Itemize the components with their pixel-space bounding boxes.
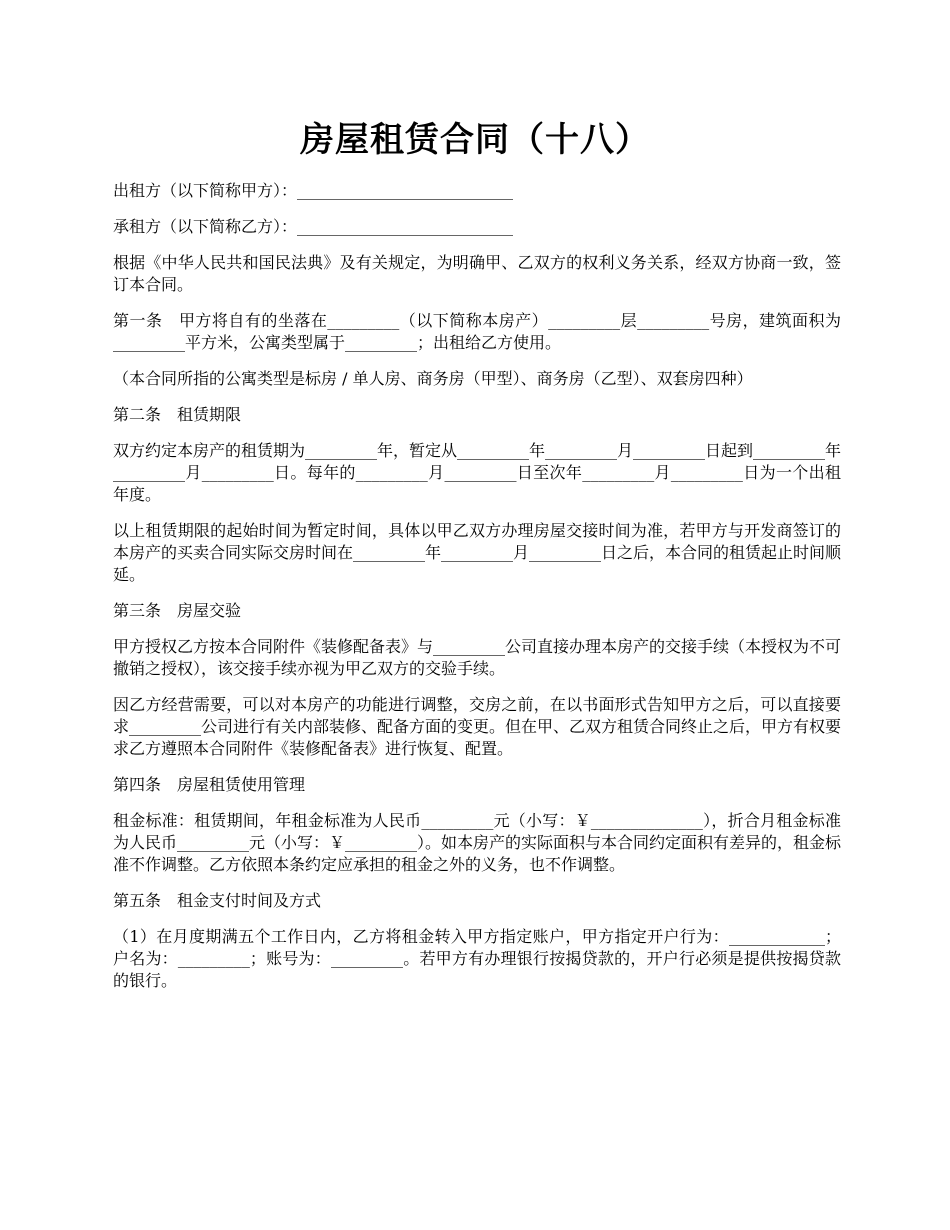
article-5-heading: 第五条 租金支付时间及方式 (113, 891, 322, 910)
lessor-line: 出租方（以下简称甲方）：___________________________ (113, 181, 514, 200)
lease-start-paragraph: 以上租赁期限的起始时间为暂定时间，具体以甲乙双方办理房屋交接时间为准，若甲方与开发商签订的本房产的买卖合同实际交房时间在_________年_________月_________日之后，本合同的租赁起止时间顺延。 (113, 521, 842, 584)
document-body (113, 180, 841, 1006)
handover-paragraph: 甲方授权乙方按本合同附件《装修配备表》与_________公司直接办理本房产的交接手续（本授权为不可撤销之授权），该交接手续亦视为甲乙双方的交验手续。 (113, 637, 842, 678)
preamble-paragraph: 根据《中华人民共和国民法典》及有关规定，为明确甲、乙双方的权利义务关系，经双方协商一致，签订本合同。 (113, 253, 841, 294)
article-2-heading: 第二条 租赁期限 (113, 405, 242, 424)
adjustment-paragraph: 因乙方经营需要，可以对本房产的功能进行调整，交房之前，在以书面形式告知甲方之后，可以直接要求_________公司进行有关内部装修、配备方面的变更。但在甲、乙双方租赁合同终止之后，甲方有权要求乙方遵照本合同附件《装修配备表》进行恢复、配置。 (113, 695, 842, 758)
payment-paragraph: （1）在月度期满五个工作日内，乙方将租金转入甲方指定账户，甲方指定开户行为：____________；户名为：_________；账号为：_________。若甲方有办理银行按揭贷款的，开户行必须是提供按揭贷款的银行。 (113, 927, 841, 990)
document-title: 房屋租赁合同（十八） (300, 120, 650, 160)
rent-standard-paragraph: 租金标准：租赁期间，年租金标准为人民币_________元（小写：￥______________），折合月租金标准为人民币_________元（小写：￥_________）。如本房产的实际面积与本合同约定面积有差异的，租金标准不作调整。乙方依照本条约定应承担的租金之外的义务，也不作调整。 (113, 811, 842, 874)
apartment-type-note: （本合同所指的公寓类型是标房 / 单人房、商务房（甲型）、商务房（乙型）、双套房四种） (113, 369, 753, 388)
article-3-heading: 第三条 房屋交验 (113, 601, 242, 620)
article-1-paragraph: 第一条 甲方将自有的坐落在_________（以下简称本房产）_________层_________号房，建筑面积为_________平方米，公寓类型属于_________；出租给乙方使用。 (113, 311, 841, 352)
article-4-heading: 第四条 房屋租赁使用管理 (113, 775, 306, 794)
lessee-line: 承租方（以下简称乙方）：___________________________ (113, 217, 514, 236)
lease-term-paragraph: 双方约定本房产的租赁期为_________年，暂定从_________年_________月_________日起到_________年_________月_________日。每年的_________月_________日至次年_________月_________日为一个出租年度。 (113, 441, 842, 504)
